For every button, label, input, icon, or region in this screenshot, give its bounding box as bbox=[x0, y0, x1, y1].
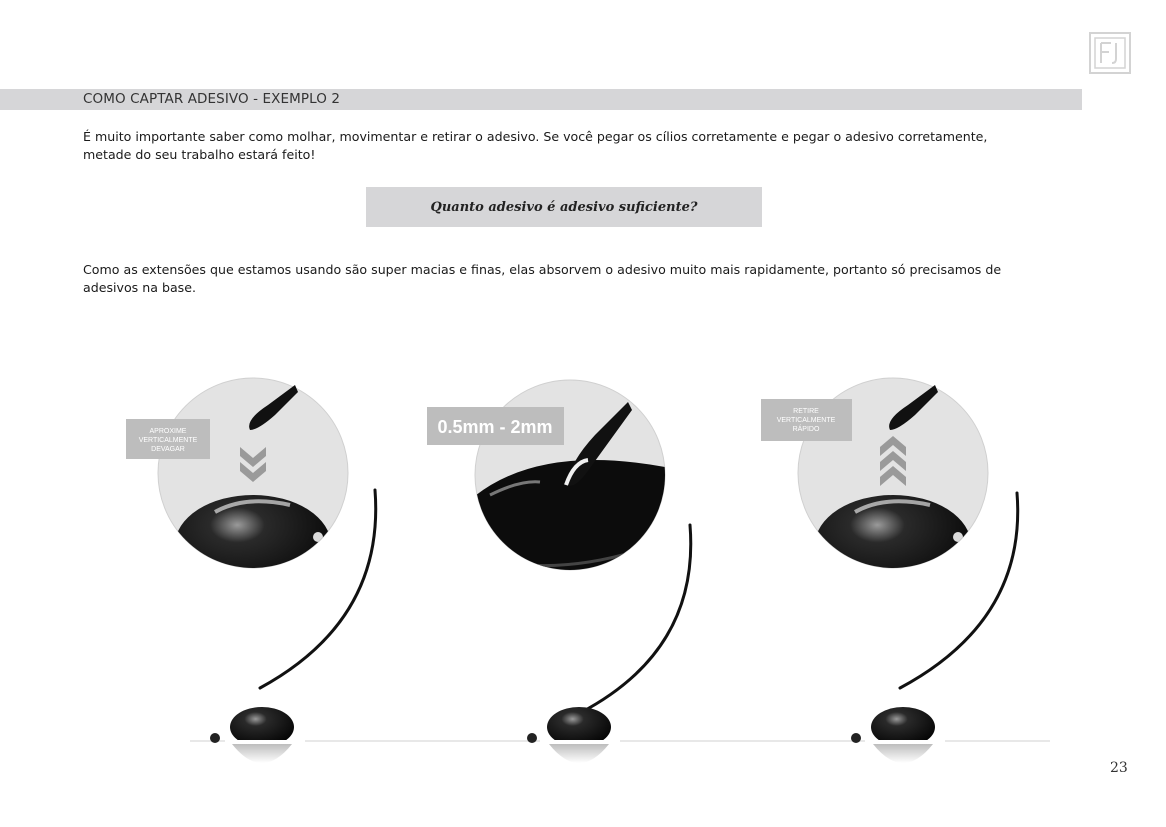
step3-label-line2: VERTICALMENTE bbox=[776, 417, 836, 424]
step2-panel bbox=[427, 380, 691, 763]
step3-label-line3: RÁPIDO bbox=[792, 426, 820, 433]
section-title: COMO CAPTAR ADESIVO - EXEMPLO 2 bbox=[83, 91, 341, 107]
step1-panel bbox=[126, 378, 376, 763]
step1-label-line1: APROXIME bbox=[149, 428, 187, 435]
body-paragraph: Como as extensões que estamos usando são super macias e finas, elas absorvem o adesivo muito mais rapidamente, portanto só precisamos de adesivos na base. bbox=[83, 262, 1002, 295]
step2-label: 0.5mm - 2mm bbox=[437, 417, 553, 437]
adhesive-illustration bbox=[0, 330, 1166, 800]
callout-box bbox=[366, 187, 762, 227]
step3-label-line1: RETIRE bbox=[793, 408, 819, 415]
intro-paragraph: É muito importante saber como molhar, movimentar e retirar o adesivo. Se você pegar os cílios corretamente e pegar o adesivo corretamente, metade do seu trabalho estará feito! bbox=[83, 129, 988, 162]
callout-question: Quanto adesivo é adesivo suficiente? bbox=[430, 199, 698, 215]
step1-label-line2: VERTICALMENTE bbox=[138, 437, 198, 444]
section-header-bar bbox=[0, 89, 1082, 110]
step1-label-line3: DEVAGAR bbox=[151, 446, 185, 453]
page-number: 23 bbox=[1110, 760, 1128, 776]
brand-logo-icon bbox=[1089, 32, 1131, 74]
step3-panel bbox=[761, 378, 1018, 763]
